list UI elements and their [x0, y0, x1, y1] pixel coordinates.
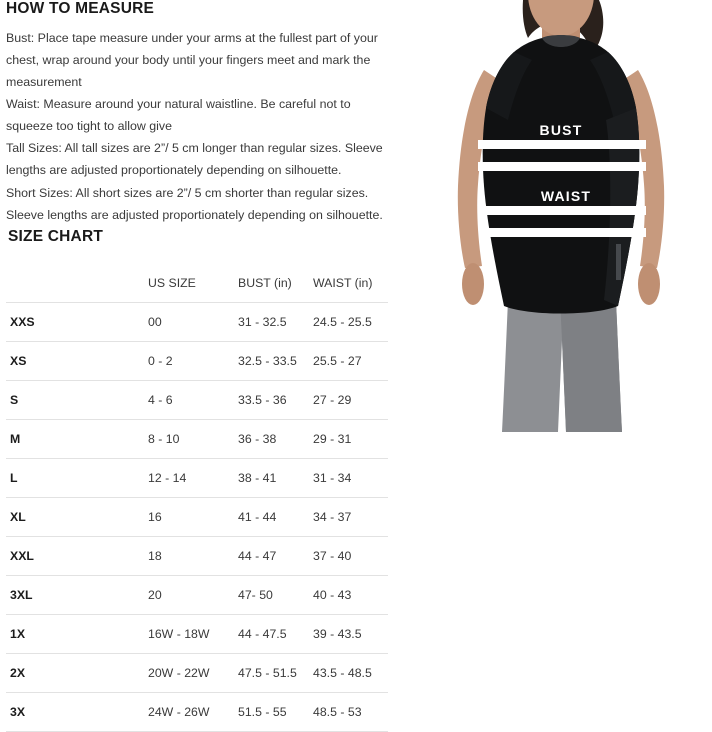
leggings-shadow [560, 300, 622, 432]
table-row [6, 420, 388, 459]
table-row [6, 342, 388, 381]
cell-waist: 34 - 37 [309, 498, 388, 537]
size-chart-section [6, 228, 388, 732]
column-header-waist: WAIST (in) [309, 264, 388, 303]
cell-us: 16 [144, 498, 234, 537]
cell-bust: 47- 50 [234, 576, 309, 615]
cell-waist: 40 - 43 [309, 576, 388, 615]
size-chart-heading: SIZE CHART [8, 228, 103, 245]
measure-paragraph-tall: Tall Sizes: All tall sizes are 2”/ 5 cm longer than regular sizes. Sleeve lengths are adjusted proportionately depending on silhouette. [6, 141, 383, 178]
table-row [6, 654, 388, 693]
bust-tape-line [478, 140, 646, 149]
waist-tape-line [482, 206, 646, 215]
cell-us: 8 - 10 [144, 420, 234, 459]
measurement-illustration [410, 0, 712, 432]
table-row [6, 381, 388, 420]
column-header-us: US SIZE [144, 264, 234, 303]
cell-size: S [6, 381, 144, 420]
left-hand-shape [462, 263, 484, 305]
measure-paragraph-waist: Waist: Measure around your natural waistline. Be careful not to squeeze too tight to allow give [6, 97, 351, 134]
size-chart-body [6, 303, 388, 732]
cell-size: XXL [6, 537, 144, 576]
cell-size: 3XL [6, 576, 144, 615]
cell-us: 24W - 26W [144, 693, 234, 732]
cell-bust: 44 - 47.5 [234, 615, 309, 654]
cell-bust: 51.5 - 55 [234, 693, 309, 732]
cell-waist: 48.5 - 53 [309, 693, 388, 732]
cell-us: 4 - 6 [144, 381, 234, 420]
size-chart-header [6, 264, 388, 303]
cell-us: 20W - 22W [144, 654, 234, 693]
cell-waist: 37 - 40 [309, 537, 388, 576]
waist-label: WAIST [540, 188, 592, 204]
cell-size: 2X [6, 654, 144, 693]
right-hand-shape [638, 263, 660, 305]
cell-us: 00 [144, 303, 234, 342]
table-row [6, 615, 388, 654]
cell-bust: 38 - 41 [234, 459, 309, 498]
table-header-row [6, 264, 388, 303]
cell-waist: 25.5 - 27 [309, 342, 388, 381]
table-row [6, 459, 388, 498]
bust-tape-line-lower [478, 162, 646, 171]
cell-size: 1X [6, 615, 144, 654]
cell-bust: 47.5 - 51.5 [234, 654, 309, 693]
cell-waist: 39 - 43.5 [309, 615, 388, 654]
cell-waist: 31 - 34 [309, 459, 388, 498]
table-row [6, 303, 388, 342]
cell-us: 12 - 14 [144, 459, 234, 498]
cell-us: 18 [144, 537, 234, 576]
cell-bust: 44 - 47 [234, 537, 309, 576]
table-row [6, 693, 388, 732]
cell-bust: 41 - 44 [234, 498, 309, 537]
cell-size: XXS [6, 303, 144, 342]
measure-paragraph-bust: Bust: Place tape measure under your arms at the fullest part of your chest, wrap around your body until your fingers meet and mark the measurement [6, 31, 378, 90]
measure-paragraph-short: Short Sizes: All short sizes are 2”/ 5 cm shorter than regular sizes. Sleeve lengths are adjusted proportionately depending on silhouette. [6, 185, 383, 222]
cell-waist: 24.5 - 25.5 [309, 303, 388, 342]
how-to-measure-section [6, 0, 398, 226]
cell-size: M [6, 420, 144, 459]
model-figure-svg [410, 0, 712, 432]
waist-tape-line-lower [482, 228, 646, 237]
how-to-measure-heading: HOW TO MEASURE [6, 0, 155, 17]
cell-size: 3X [6, 693, 144, 732]
table-row [6, 498, 388, 537]
cell-waist: 43.5 - 48.5 [309, 654, 388, 693]
how-to-measure-text [6, 27, 398, 226]
table-row [6, 576, 388, 615]
table-row [6, 537, 388, 576]
cell-us: 0 - 2 [144, 342, 234, 381]
cell-size: L [6, 459, 144, 498]
cell-size: XS [6, 342, 144, 381]
size-chart-table [6, 264, 388, 732]
bust-label: BUST [539, 122, 583, 138]
cell-us: 20 [144, 576, 234, 615]
cell-size: XL [6, 498, 144, 537]
cell-bust: 31 - 32.5 [234, 303, 309, 342]
cell-waist: 29 - 31 [309, 420, 388, 459]
side-seam-detail [616, 244, 621, 280]
cell-us: 16W - 18W [144, 615, 234, 654]
cell-bust: 36 - 38 [234, 420, 309, 459]
cell-bust: 32.5 - 33.5 [234, 342, 309, 381]
cell-bust: 33.5 - 36 [234, 381, 309, 420]
column-header-bust: BUST (in) [234, 264, 309, 303]
column-header-size [6, 264, 144, 303]
cell-waist: 27 - 29 [309, 381, 388, 420]
